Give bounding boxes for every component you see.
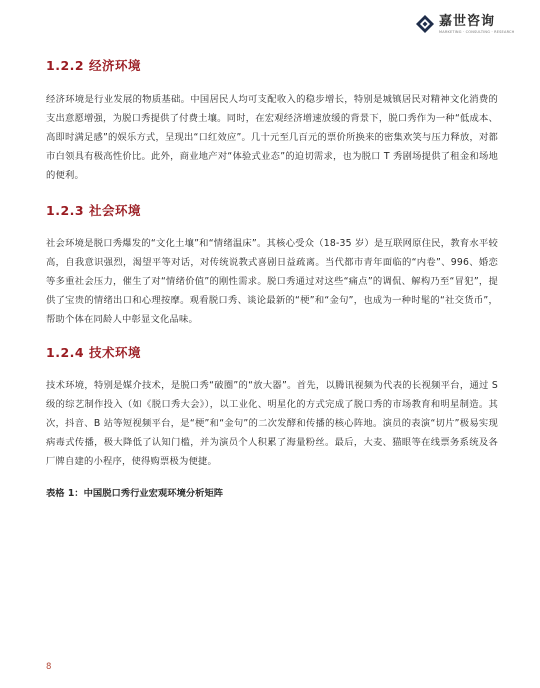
document-body [46,52,498,503]
section-heading-technology: 1.2.4 技术环境 [46,345,141,360]
section-heading-society: 1.2.3 社会环境 [46,203,141,218]
logo-subtitle: MARKETING · CONSULTING · RESEARCH [439,30,515,34]
section-heading-economy: 1.2.2 经济环境 [46,58,141,73]
table-caption: 表格 1：中国脱口秀行业宏观环境分析矩阵 [46,488,224,499]
brand-logo [415,14,530,36]
section-paragraph-technology: 技术环境，特别是媒介技术，是脱口秀“破圈”的“放大器”。首先，以腾讯视频为代表的长视频平台，通过 S 级的综艺制作投入（如《脱口秀大会》），以工业化、明星化的方式完成了脱口秀的市场教育和明星制造。其次，抖音、B 站等短视频平台，是“梗”和“金句”的二次发酵和传播的核心阵地。演员的表演“切片”极易实现病毒式传播，极大降低了认知门槛，并为演员个人积累了海量粉丝。最后，大麦、猫眼等在线票务系统及各厂牌自建的小程序，使得购票极为便捷。 [46,380,498,467]
logo-mark-icon [415,14,435,34]
logo-text: 嘉世咨询 [439,14,496,29]
section-paragraph-economy: 经济环境是行业发展的物质基础。中国居民人均可支配收入的稳步增长，特别是城镇居民对精神文化消费的支出意愿增强，为脱口秀提供了付费土壤。同时，在宏观经济增速放缓的背景下，脱口秀作为一种“低成本、高即时满足感”的娱乐方式，呈现出“口红效应”。几十元至几百元的票价所换来的密集欢笑与压力释放，对都市白领具有极高性价比。此外，商业地产对“体验式业态”的迫切需求，也为脱口 T 秀剧场提供了租金和场地的便利。 [46,94,498,181]
section-paragraph-society: 社会环境是脱口秀爆发的“文化土壤”和“情绪温床”。其核心受众（18-35 岁）是互联网原住民，教育水平较高，自我意识强烈，渴望平等对话，对传统说教式喜剧日益疏离。当代都市青年面临的“内卷”、996、婚恋等多重社会压力，催生了对“情绪价值”的刚性需求。脱口秀通过对这些“痛点”的调侃、解构乃至“冒犯”，提供了宝贵的情绪出口和心理按摩。观看脱口秀、谈论最新的“梗”和“金句”，也成为一种时髦的“社交货币”，帮助个体在同龄人中彰显文化品味。 [46,238,498,325]
page-number: 8 [46,662,52,672]
